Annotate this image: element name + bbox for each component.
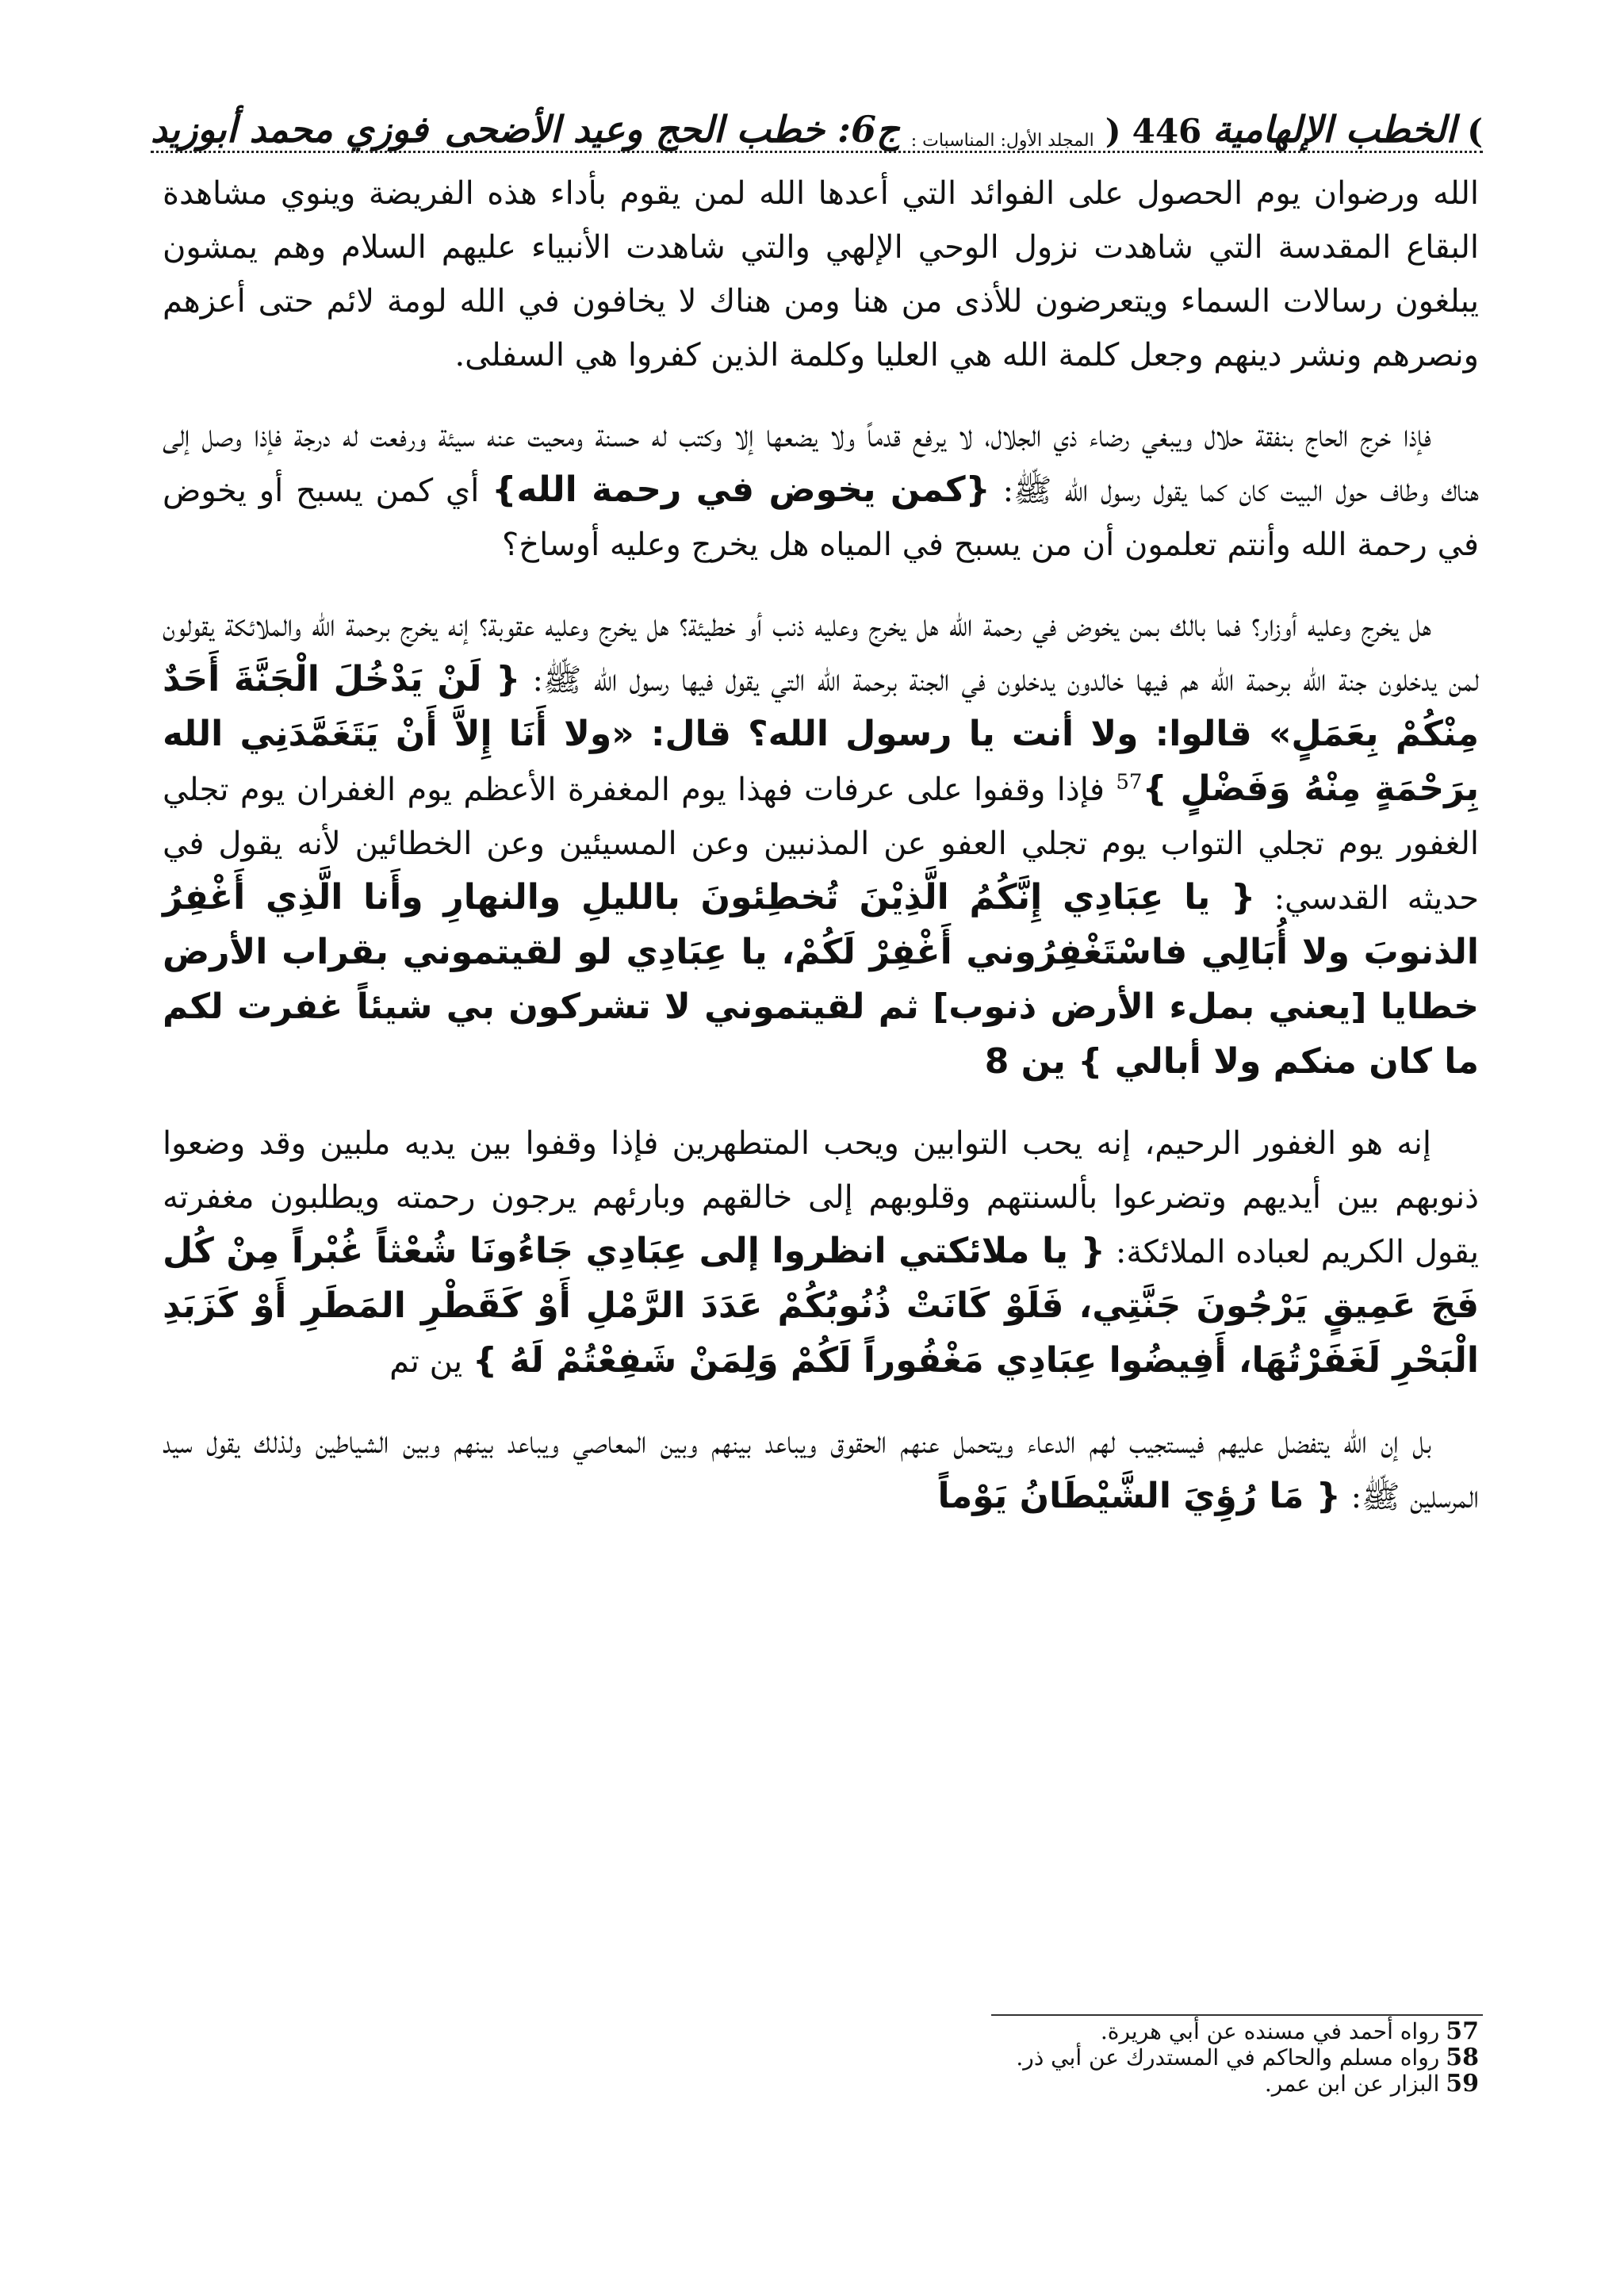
paragraph-4-text-a: إنه هو الغفور الرحيم، إنه يحب التوابين ويحب المتطهرين فإذا وقفوا بين يديه ملبين وقد وضعوا ذنوبهم بين أيديهم وتضرعوا بألسنتهم وقلوبهم إلى خالقهم وبارئهم يرجون رحمته ويطلبون مغفرته يقول الكريم لعباده الملائكة: [163,1125,1480,1270]
footnote-number: 58 [1446,2044,1479,2071]
page-header [151,78,1483,151]
page-number: 446 [1132,112,1202,151]
header-left [151,108,428,151]
footnote-item [163,2071,1479,2097]
hadith-quote-2: { لَنْ يَدْخُلَ الْجَنَّةَ أَحَدٌ مِنْكُمْ بِعَمَلٍ» قالوا: ولا أنت يا رسول الله؟ قال: «ولا أَنَا إِلاَّ أَنْ يَتَغَمَّدَنِي الله بِرَحْمَةٍ مِنْهُ وَفَضْلٍ } [163,659,1479,809]
hadith-ref-3: ين 8 [984,1041,1078,1082]
hadith-quote-3: { يا عِبَادِي إِنَّكُمُ الَّذِيْنَ تُخطِئونَ بالليلِ والنهارِ وأَنا الَّذِي أَغْفِرُ الذنوبَ ولا أُبَالِي فاسْتَغْفِرُوني أَغْفِرْ لَكُمْ، يا عِبَادِي لو لقيتموني بقراب الأرض خطايا [يعني بملء الأرض ذنوب] ثم لقيتموني لا تشركون بي شيئاً غفرت لكم ما كان منكم ولا أبالي } [163,877,1479,1082]
hadith-quote-5: { مَا رُؤِيَ الشَّيْطَانُ يَوْماً [937,1476,1341,1516]
footnote-divider [991,2014,1483,2016]
footnote-text: رواه مسلم والحاكم في المستدرك عن أبي ذر. [1016,2044,1440,2071]
paragraph-2 [163,409,1479,572]
paragraph-4 [163,1117,1479,1389]
header-divider [151,151,1483,153]
paragraph-5 [163,1416,1479,1524]
footnote-ref-57: 57 [1116,770,1143,795]
author-name: فوزي محمد أبوزيد [151,108,428,151]
footnote-number: 57 [1446,2017,1479,2045]
body-text [163,167,1479,1551]
hadith-quote-4: { يا ملائكتي انظروا إلى عِبَادِي جَاءُونَا شُعْثاً غُبْراً مِنْ كُل فَجَ عَمِيقٍ يَرْجُونَ جَنَّتِي، فَلَوْ كَانَتْ ذُنُوبُكُمْ عَدَدَ الرَّمْلِ أَوْ كَقَطْرِ المَطَرِ أَوْ كَزَبَدِ الْبَحْرِ لَغَفَرْتُهَا، أَفِيضُوا عِبَادِي مَغْفُوراً لَكُمْ وَلِمَنْ شَفِعْتُمْ لَهُ } [163,1231,1479,1381]
hadith-ref-4: ين تم [389,1343,473,1380]
footnote-item [163,2044,1479,2071]
paragraph-5-text-a: بل إن الله يتفضل عليهم فيستجيب لهم الدعاء ويتحمل عنهم الحقوق ويباعد بينهم وبين المعاصي ويباعد بينهم وبين الشياطين ولذلك يقول سيد المرسلين ﷺ: [163,1424,1479,1515]
chapter-title: ج6: خطب الحج وعيد الأضحى [444,108,900,151]
paragraph-1: الله ورضوان يوم الحصول على الفوائد التي أعدها الله لمن يقوم بأداء هذه الفريضة وينوي مشاهدة البقاع المقدسة التي شاهدت نزول الوحي الإلهي والتي شاهدت الأنبياء عليهم السلام وهم يمشون يبلغون رسالات السماء ويتعرضون للأذى من هنا ومن هناك لا يخافون في الله لومة لائم حتى أعزهم ونصرهم ونشر دينهم وجعل كلمة الله هي العليا وكلمة الذين كفروا هي السفلى. [163,175,1479,374]
paragraph-2-text-a: فإذا خرج الحاج بنفقة حلال ويبغي رضاء ذي الجلال، لا يرفع قدماً ولا يضعها إلا وكتب له حسنة ومحيت عنه سيئة ورفعت له درجة فإذا وصل إلى هناك وطاف حول البيت كان كما يقول رسول الله ﷺ: [163,418,1479,509]
paragraph-2-text-b: أي كمن يسبح أو يخوض في رحمة الله وأنتم تعلمون أن من يسبح في المياه هل يخرج وعليه أوساخ؟ [163,473,1479,563]
volume-label: المجلد الأول: المناسبات : [910,131,1094,151]
paragraph-3-text-b: فإذا وقفوا على عرفات فهذا يوم المغفرة الأعظم يوم الغفران يوم تجلي الغفور يوم تجلي التواب يوم تجلي العفو عن المذنبين وعن المسيئين وعن الخطائين لأنه يقول في حديثه القدسي: [163,772,1479,917]
footnotes [163,2018,1479,2097]
header-paren-close: ) [1467,112,1483,151]
footnote-number: 59 [1446,2070,1479,2098]
paragraph-3 [163,599,1479,1090]
paragraph-3-text-a: هل يخرج وعليه أوزار؟ فما بالك بمن يخوض في رحمة الله هل يخرج وعليه ذنب أو خطيئة؟ هل يخرج وعليه عقوبة؟ إنه يخرج برحمة الله والملائكة يقولون لمن يدخلون جنة الله برحمة الله هم فيها خالدون يدخلون في الجنة برحمة الله التي يقول فيها رسول الله ﷺ: [163,607,1479,699]
header-right [445,108,1483,151]
book-title: الخطب الإلهامية [1212,108,1457,151]
hadith-quote-1: {كمن يخوض في رحمة الله} [492,469,990,510]
footnote-text: البزار عن ابن عمر. [1264,2071,1440,2097]
footnote-item [163,2018,1479,2044]
header-paren-open: ( [1105,112,1121,151]
footnote-text: رواه أحمد في مسنده عن أبي هريرة. [1100,2018,1440,2044]
